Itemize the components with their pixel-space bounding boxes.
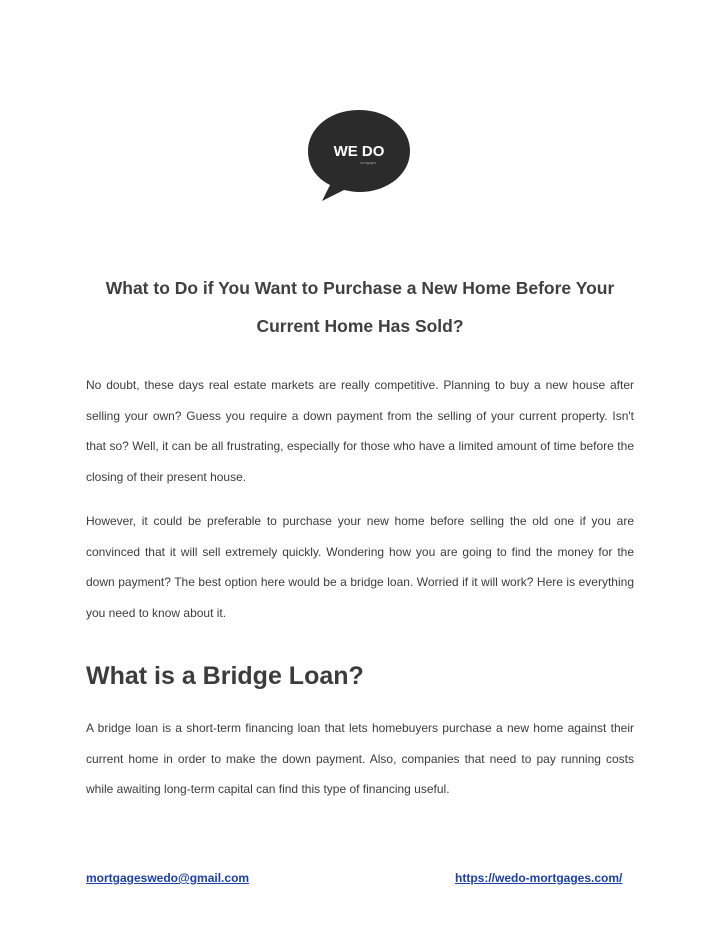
document-title-line-2: Current Home Has Sold?: [256, 316, 464, 336]
intro-paragraph-1: No doubt, these days real estate markets are really competitive. Planning to buy a new house after selling your own? Guess you require a down payment from the selling of your current property. Isn't that so? Well, it can be all frustrating, especially for those who have a limited amount of time before the closing of their present house.: [86, 378, 634, 485]
wedo-logo: [300, 104, 418, 204]
logo-tagline: mortgages: [359, 161, 377, 165]
email-link[interactable]: mortgageswedo@gmail.com: [86, 871, 250, 885]
logo-wordmark: WE DO: [333, 143, 385, 160]
section-paragraph: A bridge loan is a short-term financing loan that lets homebuyers purchase a new home against their current home in order to make the down payment. Also, companies that need to pay running costs while awaiting long-term capital can find this type of financing useful.: [86, 721, 634, 797]
section-heading: What is a Bridge Loan?: [86, 662, 364, 690]
intro-paragraph-2: However, it could be preferable to purchase your new home before selling the old one if you are convinced that it will sell extremely quickly. Wondering how you are going to find the money for the down payment? The best option here would be a bridge loan. Worried if it will work? Here is everything you need to know about it.: [86, 514, 634, 621]
document-title-line-1: What to Do if You Want to Purchase a New Home Before Your: [105, 278, 615, 298]
website-link[interactable]: https://wedo-mortgages.com/: [455, 871, 623, 885]
